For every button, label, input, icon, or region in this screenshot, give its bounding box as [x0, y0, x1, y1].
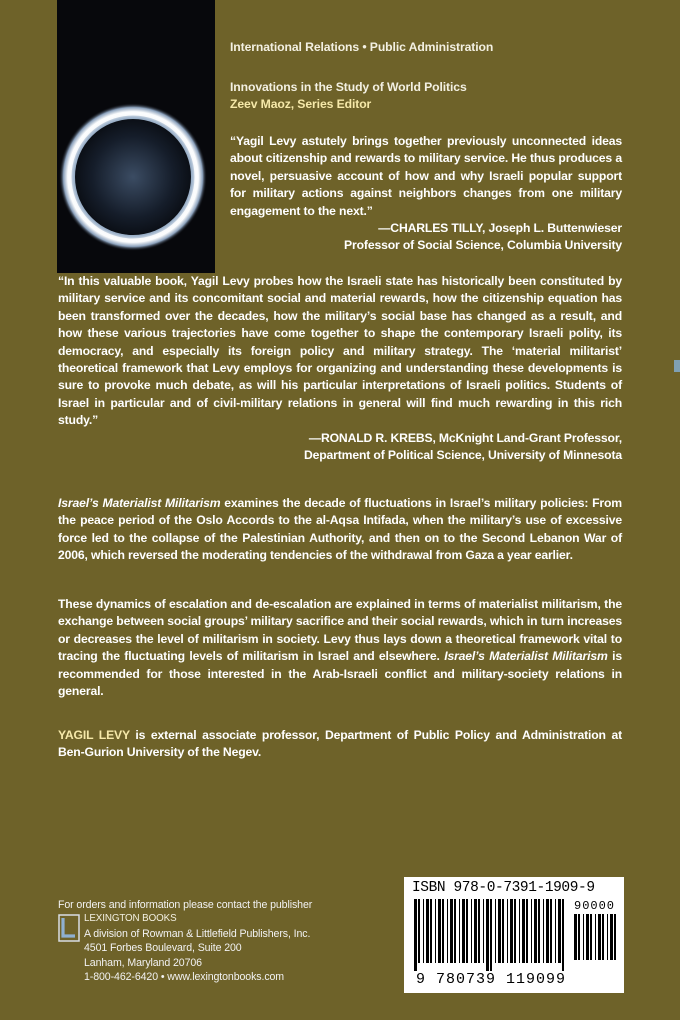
- author-name: YAGIL LEVY: [58, 728, 130, 742]
- series-title: Innovations in the Study of World Politics: [230, 80, 467, 94]
- endorsement-attribution: —RONALD R. KREBS, McKnight Land-Grant Professor,: [308, 430, 622, 445]
- barcode-bar: [414, 899, 417, 971]
- addon-digits: 90000: [574, 899, 616, 913]
- barcode-bar: [490, 899, 492, 971]
- endorsement-attribution: Professor of Social Science, Columbia University: [344, 238, 622, 253]
- description-text: These dynamics of escalation and de-escalation are explained in terms of materialist militarism, the exchange between social groups’ military sacrifice and their social rewards, which in turn increases or decreases the level of militarism in society. Levy thus lays down a theoretical framework vital to tracing the fluctuating levels of militarism in Israel and elsewhere.: [58, 597, 622, 664]
- book-title: Israel’s Materialist Militarism: [58, 496, 221, 510]
- barcode-bar: [430, 899, 432, 963]
- barcode-bar: [483, 899, 484, 963]
- barcode-bar: [526, 899, 528, 963]
- publisher-address-2: Lanham, Maryland 20706: [84, 956, 202, 969]
- publisher-phone-web: 1-800-462-6420 • www.lexingtonbooks.com: [84, 971, 285, 984]
- barcode-bar: [562, 899, 564, 971]
- barcode-bar: [522, 899, 525, 963]
- barcode-bar: [610, 914, 613, 960]
- barcode-bar: [546, 899, 549, 963]
- barcode-bar: [466, 899, 468, 963]
- publisher-name: LEXINGTON BOOKS: [84, 913, 177, 925]
- publisher-address-1: 4501 Forbes Boulevard, Suite 200: [84, 942, 242, 955]
- ean-barcode-bars: [414, 899, 566, 971]
- barcode-bar: [435, 899, 436, 963]
- barcode-bar: [462, 899, 465, 963]
- description-paragraph-1: [58, 495, 622, 565]
- barcode-bar: [614, 914, 616, 960]
- publisher-contact-line: For orders and information please contact the publisher: [58, 899, 313, 911]
- barcode-bar: [459, 899, 460, 963]
- book-title: Israel’s Materialist Militarism: [444, 649, 608, 664]
- barcode-bar: [486, 899, 489, 971]
- addon-barcode-bars: [574, 914, 618, 986]
- barcode-bar: [471, 899, 472, 963]
- barcode-bar: [574, 914, 577, 960]
- barcode-bar: [454, 899, 456, 963]
- barcode-bar: [442, 899, 444, 963]
- barcode-bar: [595, 914, 596, 960]
- barcode-bar: [555, 899, 556, 963]
- barcode-bar: [607, 914, 608, 960]
- barcode-bar: [519, 899, 520, 963]
- barcode-bar: [578, 914, 580, 960]
- barcode-bar: [418, 899, 420, 963]
- barcode-bar: [450, 899, 453, 963]
- endorsement-krebs: [58, 273, 622, 464]
- endorsement-quote: “Yagil Levy astutely brings together previously unconnected ideas about citizenship and rewards to military service. He thus produces a novel, persuasive account of how and why Israeli popular support for military actions against neighbors changes from one military engagement to the next.”: [230, 134, 622, 218]
- endorsement-attribution: —CHARLES TILLY, Joseph L. Buttenwieser: [378, 221, 622, 236]
- barcode-bar: [538, 899, 540, 963]
- series-editor: Zeev Maoz, Series Editor: [230, 97, 372, 111]
- endorsement-quote: “In this valuable book, Yagil Levy probes how the Israeli state has historically been constituted by military service and its concomitant social and material rewards, how the citizenship equation has been transformed over the decades, how the military’s social base has changed as a result, and how these various trajectories have come together to shape the contemporary Israeli polity, its democracy, and especially its foreign policy and military strategy. The ‘material militarist’ theoretical framework that Levy employs for organizing and understanding these developments is sure to provoke much debate, as will his particular interpretations of Israeli politics. Students of Israel in particular and of civil-military relations in general will find much rewarding in this rich study.”: [58, 274, 622, 428]
- barcode-bar: [498, 899, 501, 963]
- barcode-bar: [438, 899, 441, 963]
- barcode-bar: [550, 899, 552, 963]
- publisher-division: A division of Rowman & Littlefield Publishers, Inc.: [84, 927, 311, 940]
- barcode-bar: [478, 899, 480, 963]
- barcode-bar: [495, 899, 496, 963]
- barcode-bar: [531, 899, 532, 963]
- barcode-bar: [514, 899, 516, 963]
- barcode-bar: [558, 899, 561, 963]
- barcode-bar: [534, 899, 537, 963]
- ean-digits: 9 780739 119099: [416, 971, 567, 988]
- barcode-bar: [507, 899, 508, 963]
- author-bio: [58, 727, 622, 762]
- barcode-bar: [602, 914, 604, 960]
- barcode-bar: [426, 899, 429, 963]
- barcode-bar: [583, 914, 584, 960]
- publisher-logo-block: [58, 912, 368, 941]
- barcode-bar: [474, 899, 477, 963]
- publisher-info: [58, 898, 368, 984]
- description-text: examines the decade of fluctuations in Israel’s military policies: From the peace period of the Oslo Accords to the al-Aqsa Intifada, when the military’s use of excessive force led to the collapse of the Palestinian Authority, and then on to the Second Lebanon War of 2006, which reversed the moderating tendencies of the withdrawal from Gaza a year earlier.: [58, 496, 622, 563]
- author-bio-text: is external associate professor, Department of Public Policy and Administration at Ben-Gurion University of the Negev.: [58, 728, 622, 760]
- isbn-label: ISBN 978-0-7391-1909-9: [412, 880, 595, 896]
- edge-mark: [674, 360, 680, 372]
- barcode-bar: [502, 899, 504, 963]
- barcode-bar: [598, 914, 601, 960]
- endorsement-attribution: Department of Political Science, University of Minnesota: [303, 448, 622, 463]
- description-text: is recommended for those interested in the Arab-Israeli conflict and military-society relations in general.: [58, 649, 623, 699]
- barcode-bar: [510, 899, 513, 963]
- cover-image-light-ring: [57, 0, 215, 273]
- barcode-bar: [586, 914, 589, 960]
- description-paragraph-2: [58, 596, 622, 700]
- barcode-bar: [590, 914, 592, 960]
- barcode-bar: [423, 899, 424, 963]
- barcode-bar: [543, 899, 544, 963]
- lexington-logo-icon: [58, 914, 80, 942]
- endorsement-tilly: [230, 133, 622, 255]
- category-line: International Relations • Public Administration: [230, 40, 494, 54]
- isbn-barcode: [404, 877, 624, 993]
- barcode-bar: [447, 899, 448, 963]
